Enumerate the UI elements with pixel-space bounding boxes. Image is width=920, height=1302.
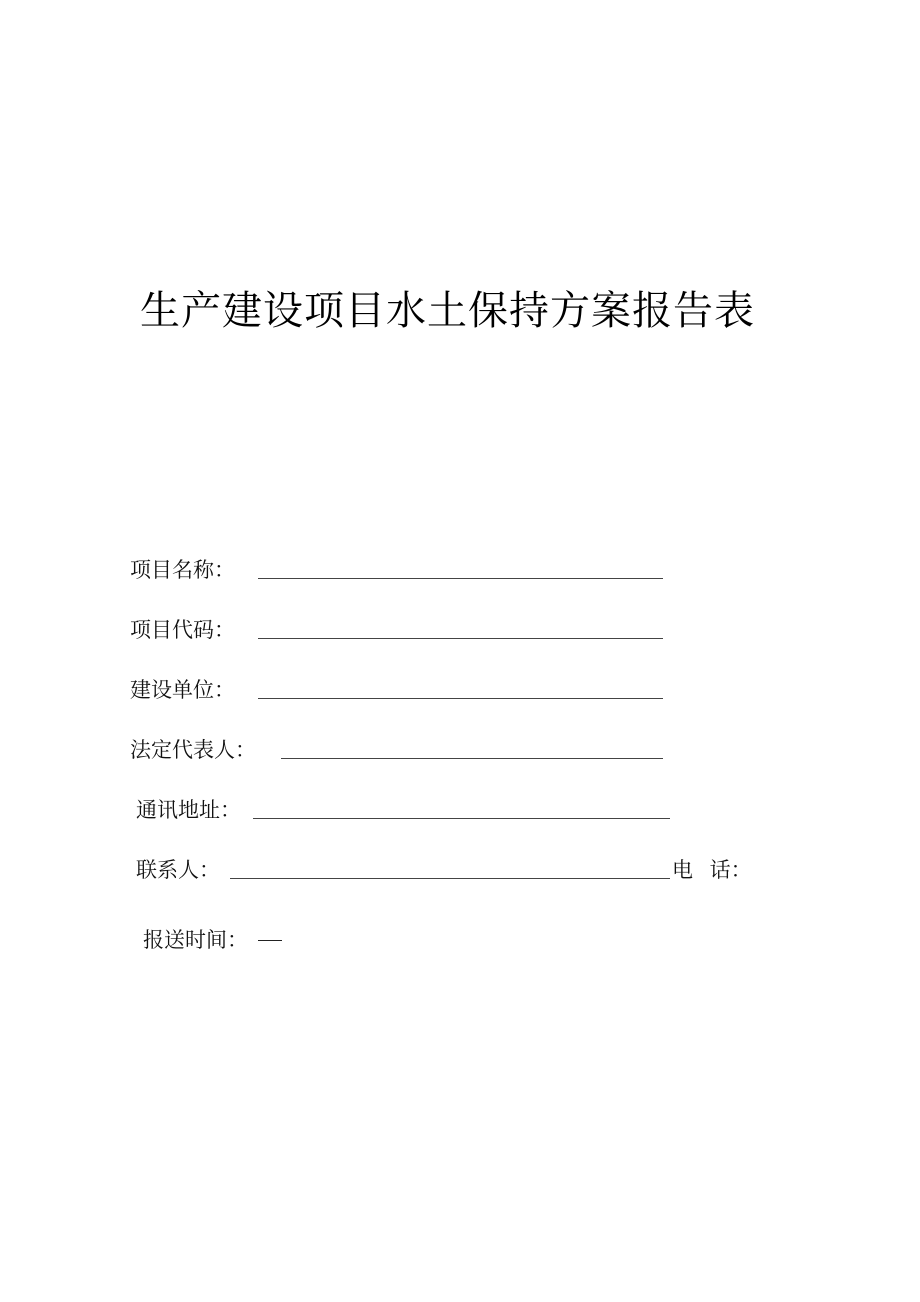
legal-representative-field[interactable] — [281, 758, 663, 759]
contact-label: 联系人： — [136, 858, 220, 882]
submit-time-field[interactable] — [258, 940, 282, 941]
legal-representative-label: 法定代表人： — [130, 738, 256, 762]
project-code-label: 项目代码： — [130, 618, 235, 642]
phone-label: 电 话： — [672, 858, 752, 882]
address-label: 通讯地址： — [136, 798, 241, 822]
project-name-label: 项目名称： — [130, 558, 235, 582]
construction-unit-label: 建设单位： — [130, 678, 235, 702]
project-code-field[interactable] — [258, 638, 663, 639]
contact-field[interactable] — [230, 878, 670, 879]
project-name-field[interactable] — [258, 578, 663, 579]
construction-unit-field[interactable] — [258, 698, 663, 699]
document-title: 生产建设项目水土保持方案报告表 — [140, 288, 755, 334]
address-field[interactable] — [253, 818, 670, 819]
submit-time-label: 报送时间： — [143, 928, 248, 952]
